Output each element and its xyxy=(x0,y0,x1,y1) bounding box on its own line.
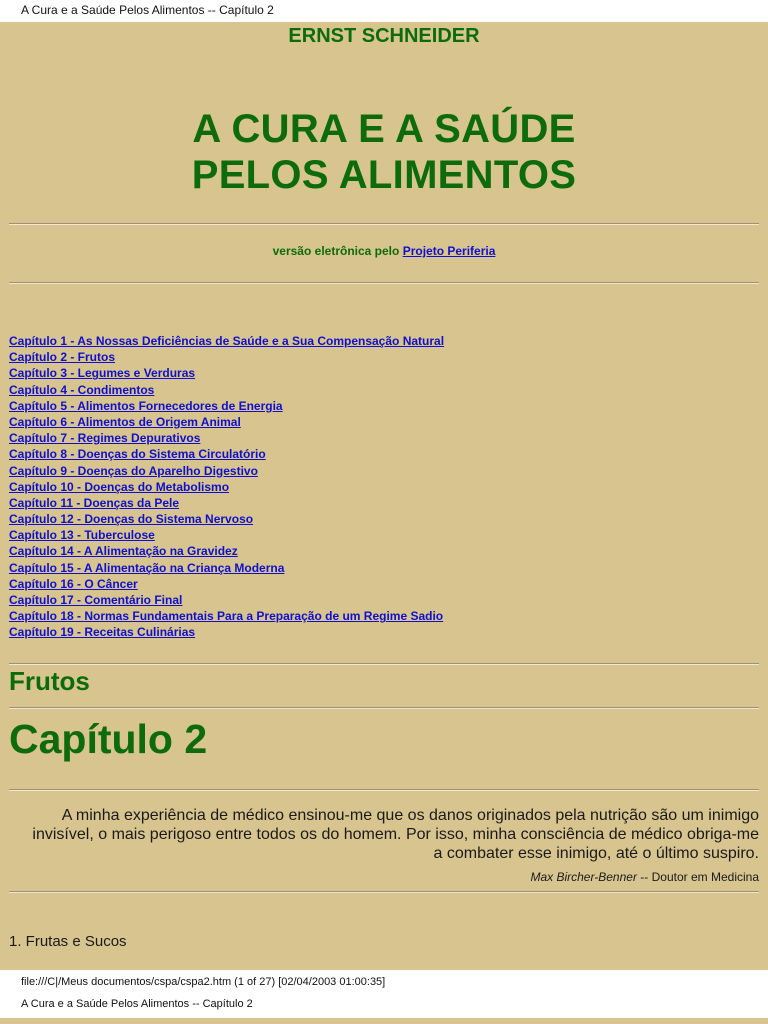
toc-item xyxy=(9,333,444,349)
book-title-line-1: A CURA E A SAÚDE xyxy=(192,107,576,151)
divider xyxy=(9,789,759,791)
toc-item xyxy=(9,527,444,543)
print-footer xyxy=(0,970,768,1018)
document-page xyxy=(0,22,768,970)
toc-link-chapter-2[interactable]: Capítulo 2 - Frutos xyxy=(9,350,115,365)
divider xyxy=(9,223,759,225)
toc-item xyxy=(9,543,444,559)
toc-link-chapter-4[interactable]: Capítulo 4 - Condimentos xyxy=(9,382,155,397)
divider xyxy=(9,891,759,893)
toc-link-chapter-3[interactable]: Capítulo 3 - Legumes e Verduras xyxy=(9,366,196,381)
toc-link-chapter-14[interactable]: Capítulo 14 - A Alimentação na Gravidez xyxy=(9,544,238,559)
toc-item xyxy=(9,608,444,624)
print-footer-title: A Cura e a Saúde Pelos Alimentos -- Capítulo 2 xyxy=(21,998,253,1010)
toc-item xyxy=(9,624,444,640)
toc-item xyxy=(9,446,444,462)
toc-link-chapter-6[interactable]: Capítulo 6 - Alimentos de Origem Animal xyxy=(9,414,241,429)
toc-link-chapter-7[interactable]: Capítulo 7 - Regimes Depurativos xyxy=(9,431,201,446)
book-title-line-2: PELOS ALIMENTOS xyxy=(191,153,577,197)
toc-item xyxy=(9,365,444,381)
toc-link-chapter-8[interactable]: Capítulo 8 - Doenças do Sistema Circulatório xyxy=(9,447,266,462)
print-footer-path: file:///C|/Meus documentos/cspa/cspa2.htm (1 of 27) [02/04/2003 01:00:35] xyxy=(21,976,386,988)
toc-link-chapter-1[interactable]: Capítulo 1 - As Nossas Deficiências de Saúde e a Sua Compensação Natural xyxy=(9,334,445,348)
table-of-contents xyxy=(9,333,444,641)
toc-item xyxy=(9,398,444,414)
toc-item xyxy=(9,463,444,479)
toc-item xyxy=(9,495,444,511)
epigraph-quote xyxy=(9,806,759,863)
toc-item xyxy=(9,592,444,608)
toc-link-chapter-13[interactable]: Capítulo 13 - Tuberculose xyxy=(9,528,155,543)
toc-item xyxy=(9,511,444,527)
projeto-periferia-link[interactable]: Projeto Periferia xyxy=(402,244,496,258)
quote-line: invisível, o mais perigoso entre todos os do homem. Por isso, minha consciência de médico obriga-me xyxy=(32,826,759,843)
toc-link-chapter-19[interactable]: Capítulo 19 - Receitas Culinárias xyxy=(9,625,196,640)
toc-link-chapter-16[interactable]: Capítulo 16 - O Câncer xyxy=(9,576,138,591)
toc-link-chapter-5[interactable]: Capítulo 5 - Alimentos Fornecedores de Energia xyxy=(9,398,283,413)
toc-item xyxy=(9,414,444,430)
attribution-suffix: -- Doutor em Medicina xyxy=(636,870,759,884)
toc-item xyxy=(9,430,444,446)
toc-item xyxy=(9,382,444,398)
attribution-name: Max Bircher-Benner xyxy=(530,870,637,884)
toc-link-chapter-18[interactable]: Capítulo 18 - Normas Fundamentais Para a Preparação de um Regime Sadio xyxy=(9,609,444,624)
toc-link-chapter-9[interactable]: Capítulo 9 - Doenças do Aparelho Digestivo xyxy=(9,463,258,478)
toc-link-chapter-12[interactable]: Capítulo 12 - Doenças do Sistema Nervoso xyxy=(9,512,254,527)
edition-note xyxy=(0,244,768,258)
divider xyxy=(9,663,759,665)
toc-item xyxy=(9,576,444,592)
quote-line: a combater esse inimigo, até o último suspiro. xyxy=(433,845,759,862)
author-name: ERNST SCHNEIDER xyxy=(288,25,480,47)
toc-link-chapter-11[interactable]: Capítulo 11 - Doenças da Pele xyxy=(9,495,180,510)
quote-line: A minha experiência de médico ensinou-me que os danos originados pela nutrição são um inimigo xyxy=(61,807,759,824)
toc-link-chapter-17[interactable]: Capítulo 17 - Comentário Final xyxy=(9,593,183,607)
subsection-heading: 1. Frutas e Sucos xyxy=(9,933,127,950)
chapter-title: Capítulo 2 xyxy=(9,716,208,762)
toc-link-chapter-10[interactable]: Capítulo 10 - Doenças do Metabolismo xyxy=(9,479,230,494)
divider xyxy=(9,707,759,709)
toc-link-chapter-15[interactable]: Capítulo 15 - A Alimentação na Criança Moderna xyxy=(9,560,285,575)
next-page-edge xyxy=(0,1018,768,1024)
print-header-title: A Cura e a Saúde Pelos Alimentos -- Capítulo 2 xyxy=(21,3,274,17)
edition-prefix: versão eletrônica pelo xyxy=(272,244,400,258)
toc-item xyxy=(9,560,444,576)
quote-attribution xyxy=(9,870,759,884)
book-title xyxy=(0,106,768,198)
divider xyxy=(9,282,759,284)
section-title: Frutos xyxy=(9,666,90,696)
toc-item xyxy=(9,349,444,365)
toc-item xyxy=(9,479,444,495)
print-header xyxy=(0,0,768,22)
